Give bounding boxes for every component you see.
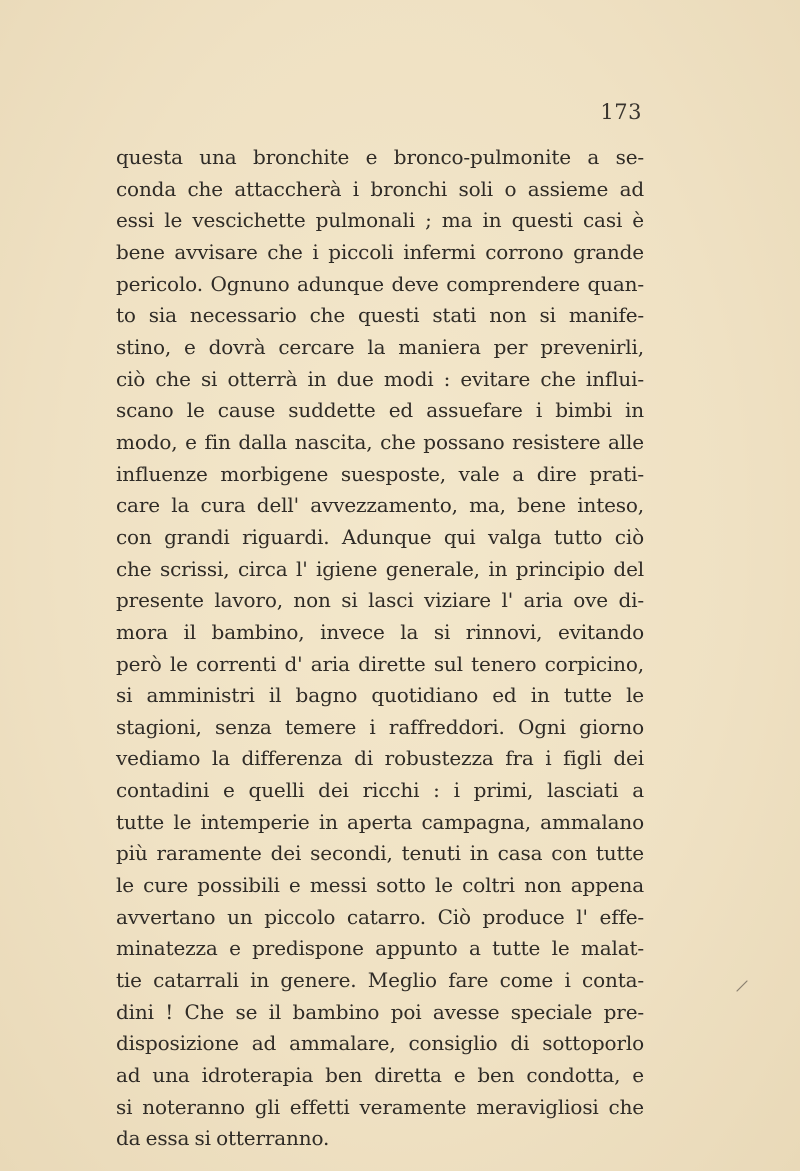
pencil-mark-icon [734,978,750,994]
text-line: dini ! Che se il bambino poi avesse speciale pre- [116,999,644,1024]
text-line: le cure possibili e messi sotto le coltri non appena [116,873,644,898]
text-line: vediamo la differenza di robustezza fra i figli dei [116,746,644,771]
text-line: mora il bambino, invece la si rinnovi, evitando [116,619,644,644]
text-line-last: da essa si otterranno. [116,1126,330,1151]
text-line: stagioni, senza temere i raffreddori. Ogni giorno [116,714,644,739]
text-line: ad una idroterapia ben diretta e ben condotta, e [116,1063,644,1088]
text-line: questa una bronchite e bronco-pulmonite a se- [116,145,644,169]
text-line: si amministri il bagno quotidiano ed in tutte le [116,683,644,708]
text-line: influenze morbigene suesposte, vale a dire prati- [116,461,644,486]
text-line: contadini e quelli dei ricchi : i primi, lasciati a [116,778,644,803]
text-line: stino, e dovrà cercare la maniera per prevenirli, [116,334,644,359]
text-line: to sia necessario che questi stati non si manife- [116,303,644,328]
text-line: ciò che si otterrà in due modi : evitare che influi- [116,366,644,391]
text-line: modo, e fin dalla nascita, che possano resistere alle [116,429,644,454]
text-line: essi le vescichette pulmonali ; ma in questi casi è [116,208,644,233]
text-line: care la cura dell' avvezzamento, ma, bene inteso, [116,493,644,518]
text-line: si noteranno gli effetti veramente meravigliosi che [116,1094,644,1119]
text-line: tutte le intemperie in aperta campagna, ammalano [116,809,644,834]
page-number: 173 [600,100,642,124]
text-line: scano le cause suddette ed assuefare i bimbi in [116,398,644,423]
text-line: disposizione ad ammalare, consiglio di sottoporlo [116,1031,644,1056]
body-text [116,142,644,1155]
text-line: che scrissi, circa l' igiene generale, in principio del [116,556,644,581]
text-line: bene avvisare che i piccoli infermi corrono grande [116,239,644,264]
text-line: però le correnti d' aria dirette sul tenero corpicino, [116,651,644,676]
text-line: pericolo. Ognuno adunque deve comprendere quan- [116,271,644,296]
text-line: più raramente dei secondi, tenuti in casa con tutte [116,841,644,866]
text-line: presente lavoro, non si lasci viziare l' aria ove di- [116,588,644,613]
text-line: tie catarrali in genere. Meglio fare come i conta- [116,968,644,993]
text-line: minatezza e predispone appunto a tutte le malat- [116,936,644,961]
text-line: con grandi riguardi. Adunque qui valga tutto ciò [116,524,644,549]
text-line: avvertano un piccolo catarro. Ciò produce l' effe- [116,904,644,929]
text-line: conda che attaccherà i bronchi soli o assieme ad [116,176,644,201]
